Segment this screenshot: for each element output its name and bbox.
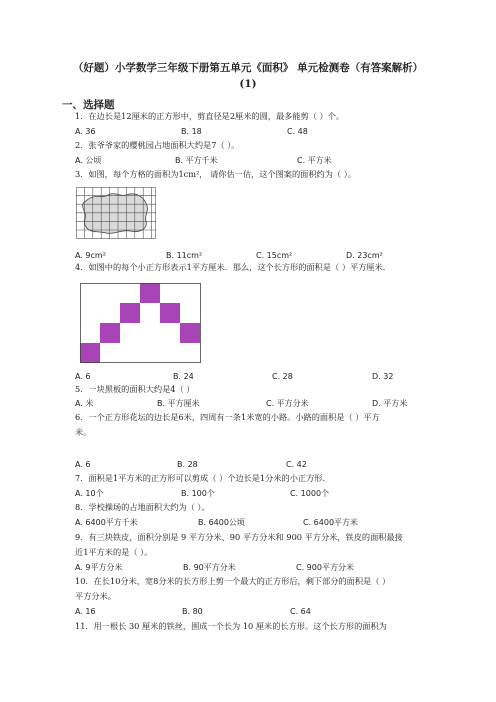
question-11-stem: 11．用一根长 30 厘米的铁丝，围成一个长为 10 厘米的长方形。这个长方形的面积为 (75, 621, 387, 631)
question-1-stem: 1．在边长是12厘米的正方形中，剪直径是2厘米的圆，最多能剪（ ）个。 (75, 111, 345, 121)
q8-option-b: B. 6400公顷 (198, 518, 245, 527)
title-line-1: （好题）小学数学三年级下册第五单元《面积》 单元检测卷（有答案解析） (72, 62, 424, 74)
q6-option-b: B. 28 (177, 460, 198, 469)
q8-option-c: C. 6400平方米 (303, 518, 359, 527)
q5-option-d: D. 平方米 (372, 399, 408, 408)
q6-option-a: A. 6 (75, 460, 91, 469)
question-7-stem: 7．面积是1平方米的正方形可以剪成（ ）个边长是1分米的小正方形. (75, 473, 326, 483)
q7-option-a: A. 10个 (75, 489, 104, 498)
question-6-stem-line-1: 6．一个正方形花坛的边长是6米，四周有一条1米宽的小路。小路的面积是（ ）平方 (75, 412, 380, 422)
q2-option-b: B. 平方千米 (175, 156, 218, 165)
q5-option-a: A. 米 (75, 399, 94, 408)
q1-option-c: C. 48 (287, 127, 308, 136)
question-10-stem-line-2: 平方分米。 (75, 591, 116, 601)
question-6-stem-line-2: 米。 (75, 427, 92, 437)
q3-option-c: C. 15cm² (256, 251, 293, 260)
question-2-stem: 2．张爷爷家的樱桃园占地面积大约是7（ ）。 (75, 140, 240, 150)
q2-option-c: C. 平方米 (297, 156, 332, 165)
q8-option-a: A. 6400平方千米 (75, 518, 138, 527)
document-title (60, 60, 436, 92)
q6-option-c: C. 42 (286, 460, 307, 469)
question-9-stem-line-1: 9．有三块铁皮，面积分别是 9 平方分米、90 平方分米和 900 平方分米，铁皮的面积最接 (75, 532, 403, 542)
q9-option-c: C. 900平方分米 (296, 563, 354, 572)
q10-option-a: A. 16 (75, 607, 96, 616)
question-10-stem-line-1: 10．在长10分米，宽8分米的长方形上剪一个最大的正方形后，剩下部分的面积是（ ） (75, 576, 391, 586)
q4-option-b: B. 24 (173, 372, 194, 381)
question-9-stem-line-2: 近1平方米的是（ ）。 (75, 547, 153, 557)
q3-option-b: B. 11cm² (166, 251, 203, 260)
q3-option-a: A. 9cm² (75, 251, 106, 260)
q10-option-c: C. 64 (290, 607, 311, 616)
q5-option-b: B. 平方厘米 (157, 399, 200, 408)
q7-option-b: B. 100个 (181, 489, 215, 498)
q1-option-a: A. 36 (75, 127, 96, 136)
q4-option-a: A. 6 (75, 372, 91, 381)
question-5-stem: 5．一块黑板的面积大约是4（ ） (75, 384, 195, 394)
q1-option-b: B. 18 (181, 127, 202, 136)
title-line-2: (1) (239, 78, 257, 90)
section-heading: 一、选择题 (62, 99, 115, 111)
q9-option-b: B. 90平方分米 (183, 563, 236, 572)
q3-grid-figure (76, 187, 156, 239)
question-4-stem: 4．如图中的每个小正方形表示1平方厘米．那么，这个长方形的面积是（ ）平方厘米. (75, 262, 386, 272)
q4-option-d: D. 32 (372, 372, 394, 381)
q4-purple-squares (80, 283, 200, 363)
q3-irregular-shape (83, 194, 148, 234)
q4-option-c: C. 28 (272, 372, 293, 381)
q9-option-a: A. 9平方分米 (75, 563, 123, 572)
q3-option-d: D. 23cm² (346, 251, 383, 260)
q10-option-b: B. 80 (182, 607, 203, 616)
q4-rectangle-figure (80, 283, 202, 363)
q2-option-a: A. 公顷 (75, 156, 102, 165)
question-3-stem: 3．如图，每个方格的面积为1cm²， 请你估一估，这个图案的面积约为（ ）。 (75, 169, 356, 179)
q7-option-c: C. 1000个 (290, 489, 330, 498)
q5-option-c: C. 平方分米 (266, 399, 309, 408)
question-8-stem: 8．学校操场的占地面积大约为（ ）。 (75, 502, 210, 512)
